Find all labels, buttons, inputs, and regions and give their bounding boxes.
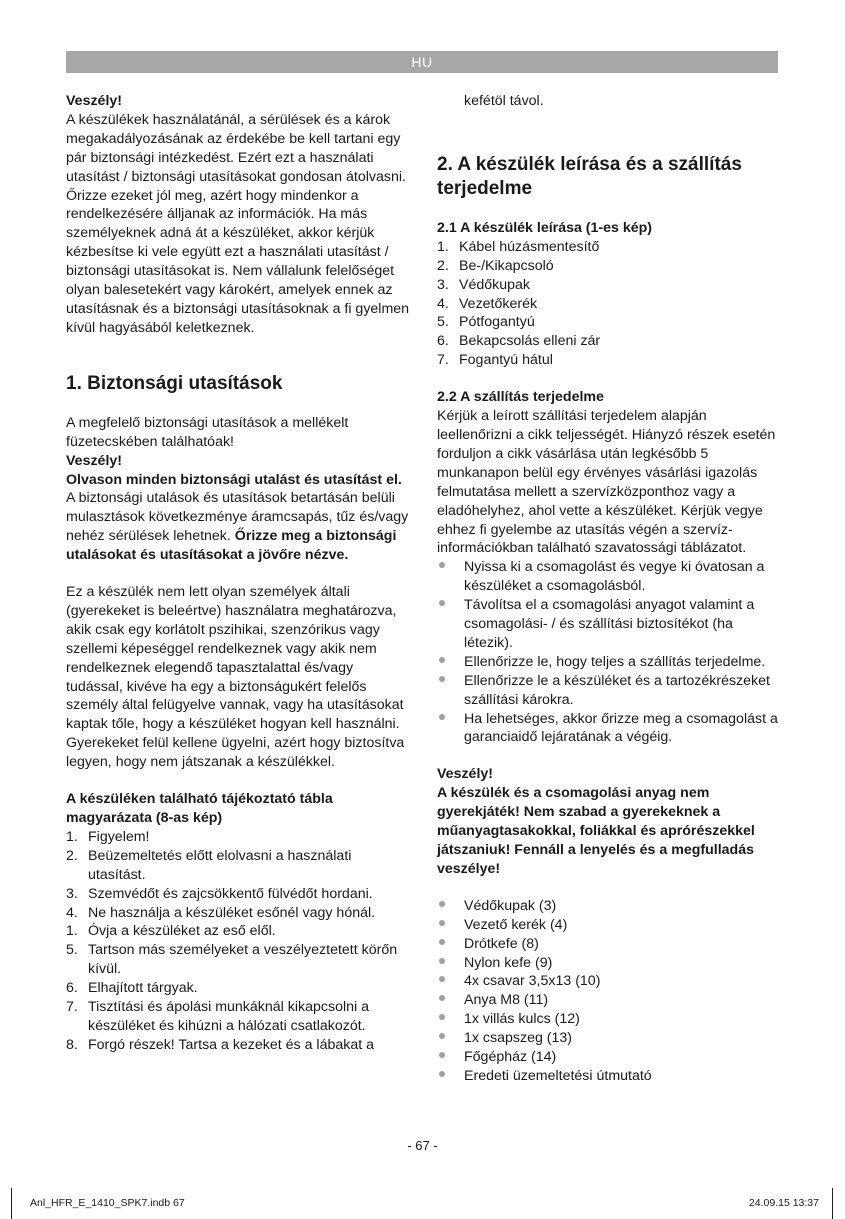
safety-warning-paragraph bbox=[66, 471, 412, 566]
list-item: 5. Tartson más személyeket a veszélyeztetett körőn kívül. bbox=[66, 942, 398, 978]
page-number: - 67 - bbox=[407, 1138, 438, 1153]
bullet-icon bbox=[437, 935, 464, 954]
footer-timestamp: 24.09.15 13:37 bbox=[748, 1197, 819, 1209]
list-item: 4. Vezetőkerék bbox=[437, 295, 538, 312]
bullet-icon bbox=[437, 916, 464, 935]
list-item: 3. Szemvédőt és zajcsökkentő fülvédőt hordani. bbox=[66, 885, 373, 902]
continued-text: kefétöl távol. bbox=[464, 93, 544, 109]
language-code: HU bbox=[411, 54, 433, 70]
list-item: Nylon kefe (9) bbox=[437, 954, 782, 973]
list-item: Távolítsa el a csomagolási anyagot valamint a csomagolási- / és szállítási biztosítékot (ha létezik). bbox=[437, 596, 782, 653]
list-item: Drótkefe (8) bbox=[437, 935, 782, 954]
list-item: 2. Be-/Kikapcsoló bbox=[437, 257, 554, 274]
delivery-scope-paragraph: Kérjük a leírott szállítási terjedelem alapján leellenőrizni a cikk teljességét. Hiányzó részek esetén forduljon a cikk vásárlása után legkésőbb 5 munkanapon belül egy érvényes vásárlási igazolás felmutatása mellett a szervízközponthoz vagy a eladóhelyhez, ahol vette a készüléket. Kérjük vegye ehhez fi gyelembe az utasítás végén a szervíz-információkban található szavatossági táblázatot. bbox=[437, 408, 776, 557]
list-item: Eredeti üzemeltetési útmutató bbox=[437, 1067, 782, 1086]
list-item: 3. Védőkupak bbox=[437, 276, 530, 293]
list-item: 1x csapszeg (13) bbox=[437, 1029, 782, 1048]
list-item: 7. Fogantyú hátul bbox=[437, 352, 553, 369]
list-item: 1. Óvja a készüléket az eső elől. bbox=[66, 923, 276, 940]
list-item: Ellenőrizze le a készüléket és a tartozékrészeket szállítási károkra. bbox=[437, 672, 782, 710]
list-item: 4x csavar 3,5x13 (10) bbox=[437, 972, 782, 991]
unpacking-steps-list bbox=[437, 558, 782, 747]
list-item: 1x villás kulcs (12) bbox=[437, 1010, 782, 1029]
crop-mark-left bbox=[11, 1188, 12, 1219]
list-item: 1. Kábel húzásmentesítő bbox=[437, 238, 600, 255]
bullet-icon bbox=[437, 972, 464, 991]
packaging-danger-text: A készülék és a csomagolási anyag nem gyerekjáték! Nem szabad a gyerekeknek a műanyagtasakokkal, foliákkal és aprórészekkel játszaniuk! Fennáll a lenyelés és a megfulladás veszélye! bbox=[437, 785, 755, 877]
delivery-contents-list bbox=[437, 897, 782, 1086]
crop-mark-right bbox=[832, 1188, 833, 1219]
info-plate-list bbox=[66, 828, 412, 1055]
bullet-icon bbox=[437, 596, 464, 653]
list-item: Nyissa ki a csomagolást és vegye ki óvatosan a készüléket a csomagolásból. bbox=[437, 558, 782, 596]
list-item: 6. Elhajított tárgyak. bbox=[66, 980, 198, 997]
list-item: 8. Forgó részek! Tartsa a kezeket és a lábakat a bbox=[66, 1036, 374, 1053]
safety-warning-bold-2: Őrizze meg a biztonsági utalásokat és utasításokat a jövőre nézve. bbox=[66, 528, 397, 564]
section-2-1-title: 2.1 A készülék leírása (1-es kép) bbox=[437, 219, 653, 236]
bullet-icon bbox=[437, 558, 464, 596]
bullet-icon bbox=[437, 710, 464, 748]
list-item: Vezető kerék (4) bbox=[437, 916, 782, 935]
safety-warning-text: A biztonsági utalások és utasítások betartásán belüli mulasztások következménye áramcsapás, tűz és/vagy nehéz sérülések lehetnek. bbox=[66, 490, 409, 545]
bullet-icon bbox=[437, 1048, 464, 1067]
bullet-icon bbox=[437, 954, 464, 973]
section-2-2-title: 2.2 A szállítás terjedelme bbox=[437, 389, 604, 406]
safety-warning-bold-1: Olvason minden biztonsági utalást és utasítást el. bbox=[66, 471, 402, 488]
packaging-danger-heading: Veszély! bbox=[437, 766, 494, 783]
list-item: Főgépház (14) bbox=[437, 1048, 782, 1067]
restricted-use-paragraph: Ez a készülék nem lett olyan személyek általi (gyerekeket is beleértve) használatra meghatározva, akik csak egy korlátolt pszihikai, szenzórikus vagy szellemi képeséggel rendelkeznek vagy akik nem rendelkeznek elegendő tapasztalattal és/vagy tudással, kivéve ha egy a biztonságukért felelős személy által felügyelve vannak, vagy ha utasításokat kaptak tőle, hogy a készüléket hogyan kell használni. Gyerekeket felül kellene ügyelni, azért hogy biztosítva legyen, hogy nem játszanak a készülékkel. bbox=[66, 584, 405, 771]
safety-danger-heading: Veszély! bbox=[66, 452, 123, 469]
list-item: Ha lehetséges, akkor őrizze meg a csomagolást a garanciaidő lejáratának a végéig. bbox=[437, 710, 782, 748]
list-item: Védőkupak (3) bbox=[437, 897, 782, 916]
list-item: 7. Tisztítási és ápolási munkáknál kikapcsolni a készüléket és kihúzni a hálózati csatlakozót. bbox=[66, 999, 369, 1034]
list-item: 6. Bekapcsolás elleni zár bbox=[437, 333, 601, 350]
bullet-icon bbox=[437, 1029, 464, 1048]
info-plate-title: A készüléken található tájékoztató tábla magyarázata (8-as kép) bbox=[66, 791, 333, 826]
bullet-icon bbox=[437, 672, 464, 710]
bullet-icon bbox=[437, 653, 464, 672]
device-parts-list bbox=[437, 238, 782, 370]
list-item: 1. Figyelem! bbox=[66, 828, 150, 845]
intro-paragraph: A készülékek használatánál, a sérülések és a károk megakadályozásának az érdekébe be kell tartani egy pár biztonsági intézkedést. Ezért ezt a használati utasítást / biztonsági utasításokat gondosan átolvasni. Őrizze ezeket jól meg, azért hogy mindenkor a rendelkezésére álljanak az információk. Ha más személyeknek adná át a készüléket, akkor kérjük kézbesítse ki vele együtt ezt a használati utasítást / biztonsági utasításokat is. Nem vállalunk felelőséget olyan balesetekért vagy károkért, amelyek ennek az utasításnak és a biztonsági utasításoknak a fi gyelmen kívül hagyásából keletkeznek. bbox=[66, 111, 410, 336]
list-item: Anya M8 (11) bbox=[437, 991, 782, 1010]
bullet-icon bbox=[437, 991, 464, 1010]
list-item: Ellenőrizze le, hogy teljes a szállítás terjedelme. bbox=[437, 653, 782, 672]
bullet-icon bbox=[437, 1067, 464, 1086]
language-header-bar bbox=[66, 51, 778, 73]
footer-file-name: Anl_HFR_E_1410_SPK7.indb 67 bbox=[30, 1197, 185, 1209]
section-1-title: 1. Biztonsági utasítások bbox=[66, 372, 283, 394]
bullet-icon bbox=[437, 1010, 464, 1029]
bullet-icon bbox=[437, 897, 464, 916]
danger-heading: Veszély! bbox=[66, 93, 123, 109]
safety-booklet-note: A megfelelő biztonsági utasítások a mellékelt füzetecskében találhatóak! bbox=[66, 414, 349, 450]
list-item: 2. Beüzemeltetés előtt elolvasni a használati utasítást. bbox=[66, 847, 352, 883]
right-column bbox=[437, 92, 782, 1086]
left-column bbox=[66, 92, 412, 1055]
list-item: 4. Ne használja a készüléket esőnél vagy hónál. bbox=[66, 904, 376, 921]
section-2-title: 2. A készülék leírása és a szállítás terjedelme bbox=[437, 153, 742, 199]
list-item: 5. Pótfogantyú bbox=[437, 314, 535, 331]
